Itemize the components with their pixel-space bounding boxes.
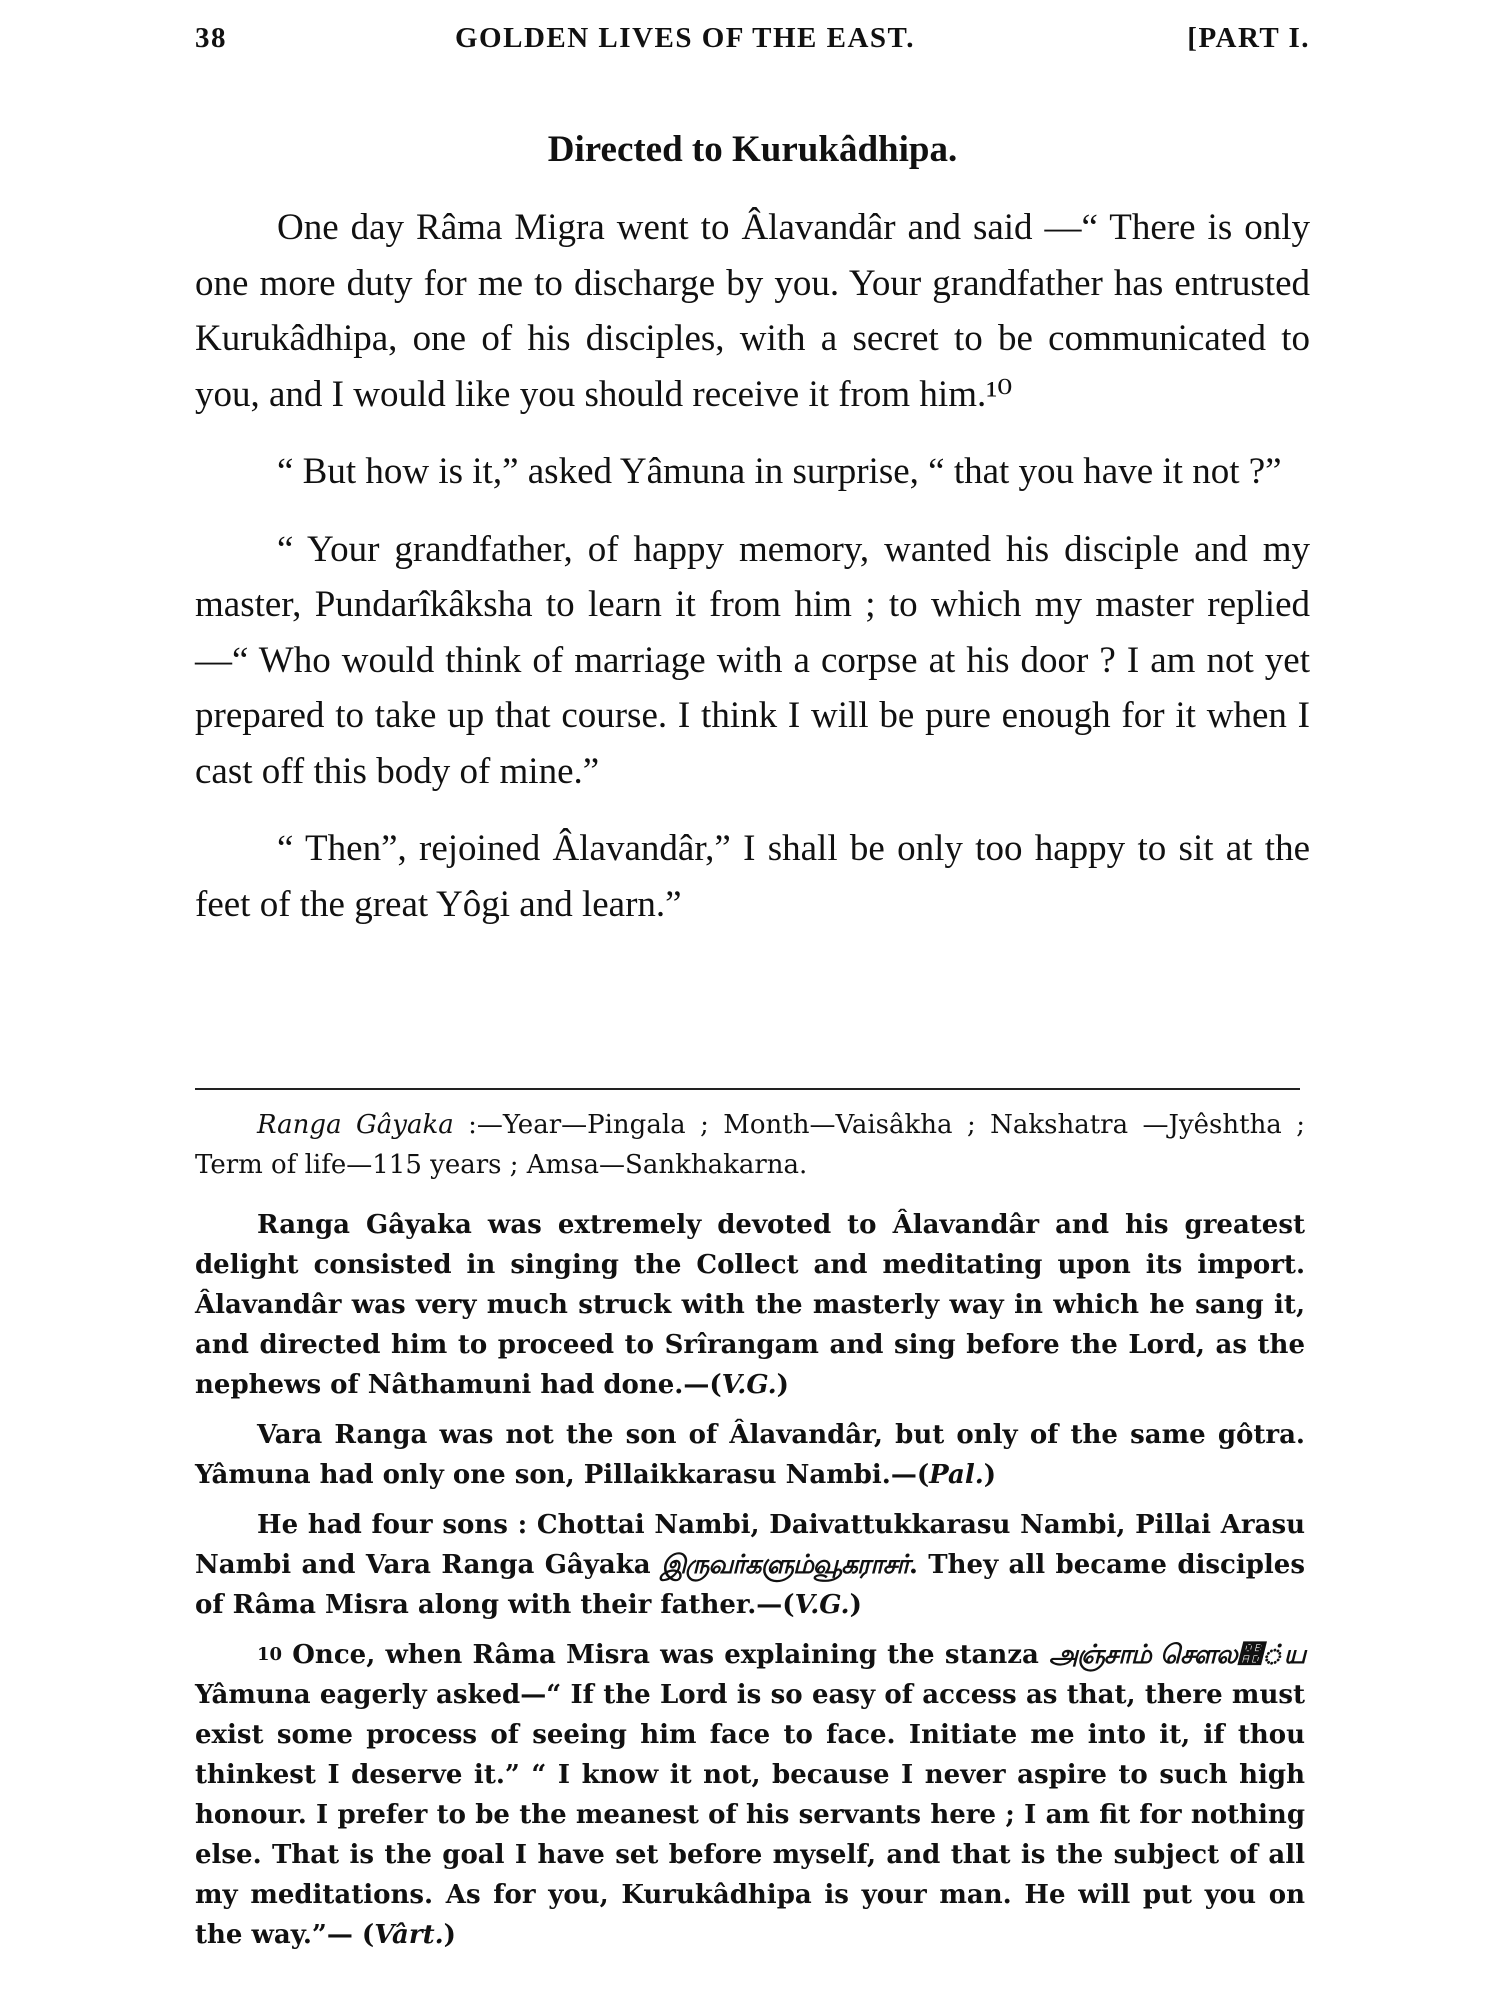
note-vara-ranga — [195, 1415, 1305, 1495]
ranga-meta-text: :—Year—Pingala ; Month—Vaisâkha ; Nakshatra —Jyêshtha ; Term of life—115 years ; Amsa—Sankhakarna. — [195, 1110, 1305, 1180]
footnote-text-a: Once, when Râma Misra was explaining the stanza — [282, 1640, 1050, 1670]
footnote-text-b: Yâmuna eagerly asked—“ If the Lord is so easy of access as that, there must exist some process of seeing him face to face. Initiate me into it, if thou thinkest I deserve it.” “ I know it not, because I never aspire to such high honour. I prefer to be the meanest of his servants here ; I am fit for nothing else. That is the goal I have set before myself, and that is the subject of all my meditations. As for you, Kurukâdhipa is your man. He will put you on the way.”— ( — [195, 1680, 1305, 1950]
page-number: 38 — [195, 22, 227, 54]
note-sons-text-2: . They all became disciples of Râma Misra along with their father.—( — [195, 1550, 1305, 1620]
book-page — [195, 0, 1310, 2000]
footnote-10 — [195, 1635, 1305, 1955]
main-text — [195, 200, 1310, 954]
running-title: GOLDEN LIVES OF THE EAST. — [455, 22, 915, 54]
citation-vg: V.G. — [794, 1590, 850, 1620]
citation-close: ) — [983, 1460, 997, 1490]
part-label: [PART I. — [1187, 22, 1310, 54]
citation-pal: Pal. — [929, 1460, 984, 1490]
footnotes — [195, 1105, 1305, 1965]
note-sons-text: He had four sons : Chottai Nambi, Daivattukkarasu Nambi, Pillai Arasu Nambi and Vara Ranga Gâyaka — [195, 1510, 1305, 1580]
section-title: Directed to Kurukâdhipa. — [547, 129, 958, 170]
paragraph-3: “ Your grandfather, of happy memory, wanted his disciple and my master, Pundarîkâksha to learn it from him ; to which my master replied—“ Who would think of marriage with a corpse at his door ? I am not yet prepared to take up that course. I think I will be pure enough for it when I cast off this body of mine.” — [195, 528, 1310, 792]
citation-close: ) — [776, 1370, 789, 1400]
citation-close: ) — [849, 1590, 862, 1620]
note-ranga-gayaka — [195, 1205, 1305, 1405]
tamil-stanza: அஞ்சாம் செளல஭்ய — [1049, 1640, 1305, 1670]
footnote-marker: 10 — [257, 1644, 283, 1665]
ranga-name: Ranga Gâyaka — [257, 1110, 454, 1140]
paragraph-1: One day Râma Migra went to Âlavandâr and said —“ There is only one more duty for me to discharge by you. Your grandfather has entrusted Kurukâdhipa, one of his disciples, with a secret to be communicated to you, and I would like you should receive it from him.¹⁰ — [195, 207, 1310, 415]
footnote-divider — [195, 1088, 1300, 1090]
tamil-phrase: இருவர்களும்வூகராசர் — [660, 1550, 909, 1580]
ranga-gayaka-meta — [195, 1105, 1305, 1185]
citation-vart: Vârt. — [374, 1920, 444, 1950]
paragraph-4: “ Then”, rejoined Âlavandâr,” I shall be only too happy to sit at the feet of the great Yôgi and learn.” — [195, 828, 1310, 925]
paragraph-2: “ But how is it,” asked Yâmuna in surprise, “ that you have it not ?” — [277, 451, 1282, 492]
note-vara-text: Vara Ranga was not the son of Âlavandâr, but only of the same gôtra. Yâmuna had only one son, Pillaikkarasu Nambi.—( — [195, 1420, 1305, 1490]
note-four-sons — [195, 1505, 1305, 1625]
citation-close: ) — [443, 1920, 456, 1950]
running-header — [195, 22, 1310, 62]
note-ranga-text: Ranga Gâyaka was extremely devoted to Âlavandâr and his greatest delight consisted in singing the Collect and meditating upon its import. Âlavandâr was very much struck with the masterly way in which he sang it, and directed him to proceed to Srîrangam and sing before the Lord, as the nephews of Nâthamuni had done.—( — [195, 1210, 1305, 1400]
citation-vg: V.G. — [721, 1370, 777, 1400]
